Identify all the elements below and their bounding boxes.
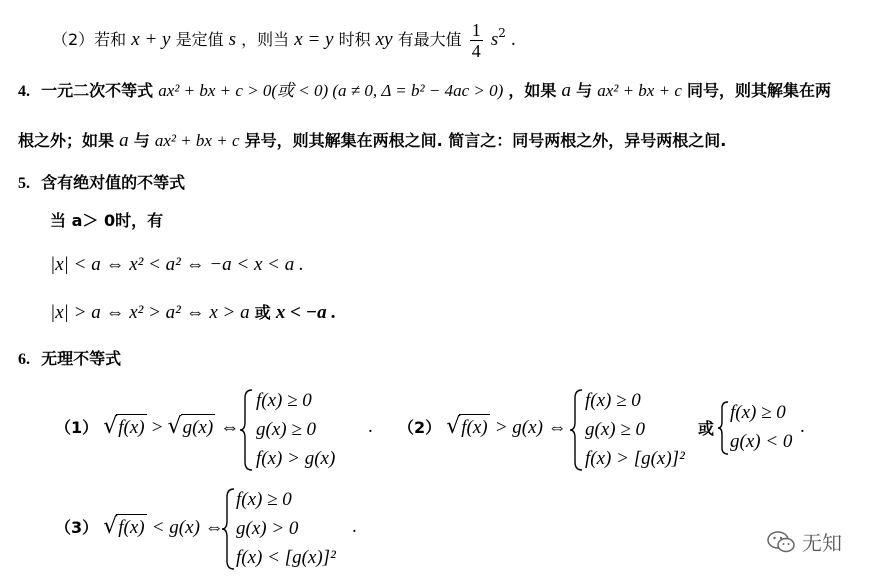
item4-text6: 与 bbox=[133, 131, 150, 150]
part1-brace-icon bbox=[238, 388, 254, 472]
part1-lhs bbox=[55, 414, 239, 441]
part1-cases bbox=[256, 386, 335, 473]
line1-fraction bbox=[470, 20, 483, 61]
part2-end: . bbox=[800, 416, 805, 437]
part3-case-3: f(x) < [g(x)]² bbox=[236, 547, 336, 568]
item4-text5: 根之外；如果 bbox=[18, 131, 115, 150]
line1-s-squared: s bbox=[490, 29, 499, 50]
item6-heading bbox=[18, 346, 121, 373]
part3-sqrt-f: f(x) bbox=[116, 514, 146, 541]
line1-then: ，则当 bbox=[241, 30, 290, 49]
part2-alt-case-2: g(x) < 0 bbox=[730, 431, 793, 452]
item5-formula2 bbox=[50, 300, 336, 326]
part3-lhs bbox=[55, 514, 224, 541]
part2-case-3: f(x) > [g(x)]² bbox=[585, 448, 685, 469]
part3-label: （3） bbox=[55, 518, 99, 537]
part1-iff: ⇔ bbox=[220, 417, 240, 438]
part3-cases bbox=[236, 485, 336, 572]
item4-text4: 同号，则其解集在两 bbox=[686, 81, 831, 100]
part2-or: 或 bbox=[698, 419, 715, 438]
item6-number: 6. bbox=[18, 351, 30, 368]
line1-mid: 是定值 bbox=[175, 30, 224, 49]
part2-alt-case-1: f(x) ≥ 0 bbox=[730, 402, 786, 423]
line1-prefix: （2）若和 bbox=[52, 30, 127, 49]
part2-cases bbox=[585, 386, 685, 473]
item4-text7: 异号，则其解集在两根之间. 简言之：同号两根之外，异号两根之间. bbox=[244, 131, 727, 150]
item4-text2: ，如果 bbox=[508, 81, 557, 100]
part3-brace-icon bbox=[220, 487, 236, 571]
part2-brace-icon bbox=[568, 388, 584, 472]
item5-number: 5. bbox=[18, 175, 30, 192]
part1-sqrt-f: f(x) bbox=[116, 414, 146, 441]
item4-number: 4. bbox=[18, 83, 30, 100]
part3-case-2: g(x) > 0 bbox=[236, 518, 299, 539]
part3-rest: < g(x) ⇔ bbox=[151, 517, 224, 538]
sqrt-icon: √ bbox=[446, 414, 461, 439]
item4-poly2: ax² + bx + c bbox=[154, 131, 240, 150]
item4-text3: 与 bbox=[576, 81, 593, 100]
line1-xy: xy bbox=[375, 29, 393, 50]
line1-tail: 时积 bbox=[338, 30, 371, 49]
item4-text1: 一元二次不等式 bbox=[41, 81, 154, 100]
line1-s-exp: 2 bbox=[498, 26, 506, 40]
part2-label: （2） bbox=[398, 418, 442, 437]
line1-cond: x = y bbox=[294, 29, 334, 50]
item4-a2: a bbox=[119, 130, 129, 151]
wechat-icon bbox=[766, 529, 796, 555]
watermark-text: 无知 bbox=[802, 531, 842, 555]
part1-label: （1） bbox=[55, 418, 99, 437]
abs-greater-or: 或 bbox=[254, 303, 271, 322]
abs-less-formula: |x| < a ⇔ x² < a² ⇔ −a < x < a . bbox=[50, 254, 304, 275]
item5-cond-text: 当 a＞ 0时，有 bbox=[50, 211, 164, 230]
item4-inequality: ax² + bx + c > 0(或 < 0) (a ≠ 0, Δ = b² − 4ac > 0) bbox=[158, 81, 504, 100]
line1-expr-sum: x + y bbox=[131, 29, 171, 50]
sqrt-icon: √ bbox=[103, 514, 118, 539]
item4-line2 bbox=[18, 128, 726, 154]
line1-max: 有最大值 bbox=[397, 30, 462, 49]
part2-sqrt-f: f(x) bbox=[459, 414, 489, 441]
part1-gt: > bbox=[151, 417, 163, 438]
part1-sqrt-g: g(x) bbox=[181, 414, 216, 441]
item4-poly: ax² + bx + c bbox=[597, 81, 682, 100]
abs-greater-formula: |x| > a ⇔ x² > a² ⇔ x > a bbox=[50, 302, 250, 323]
part2-case-2: g(x) ≥ 0 bbox=[585, 419, 646, 440]
item4-a: a bbox=[561, 80, 571, 101]
item5-heading bbox=[18, 170, 185, 197]
part2-brace2-icon bbox=[716, 400, 730, 456]
part2-cases2 bbox=[730, 398, 792, 456]
item6-title: 无理不等式 bbox=[41, 349, 122, 368]
part3-case-1: f(x) ≥ 0 bbox=[236, 489, 292, 510]
fraction-numerator: 1 bbox=[471, 20, 481, 40]
part2-case-1: f(x) ≥ 0 bbox=[585, 390, 641, 411]
part1-case-1: f(x) ≥ 0 bbox=[256, 390, 312, 411]
item5-formula1 bbox=[50, 252, 304, 278]
watermark bbox=[766, 527, 842, 556]
item4-line1 bbox=[18, 78, 831, 105]
part1-end: . bbox=[368, 416, 373, 437]
sqrt-icon: √ bbox=[167, 414, 182, 439]
abs-greater-tail: x < −a . bbox=[275, 302, 337, 323]
line1-end: . bbox=[510, 29, 516, 50]
sqrt-icon: √ bbox=[103, 414, 118, 439]
part2-rest: > g(x) ⇔ bbox=[494, 417, 567, 438]
fraction-denominator: 4 bbox=[471, 41, 481, 61]
item5-condition bbox=[50, 208, 163, 234]
part1-case-2: g(x) ≥ 0 bbox=[256, 419, 317, 440]
part3-end: . bbox=[352, 516, 357, 537]
part2-lhs bbox=[398, 414, 567, 441]
line-sum-constant bbox=[52, 20, 516, 61]
part1-case-3: f(x) > g(x) bbox=[256, 448, 336, 469]
item5-title: 含有绝对值的不等式 bbox=[41, 173, 186, 192]
line1-var-s: s bbox=[228, 29, 237, 50]
